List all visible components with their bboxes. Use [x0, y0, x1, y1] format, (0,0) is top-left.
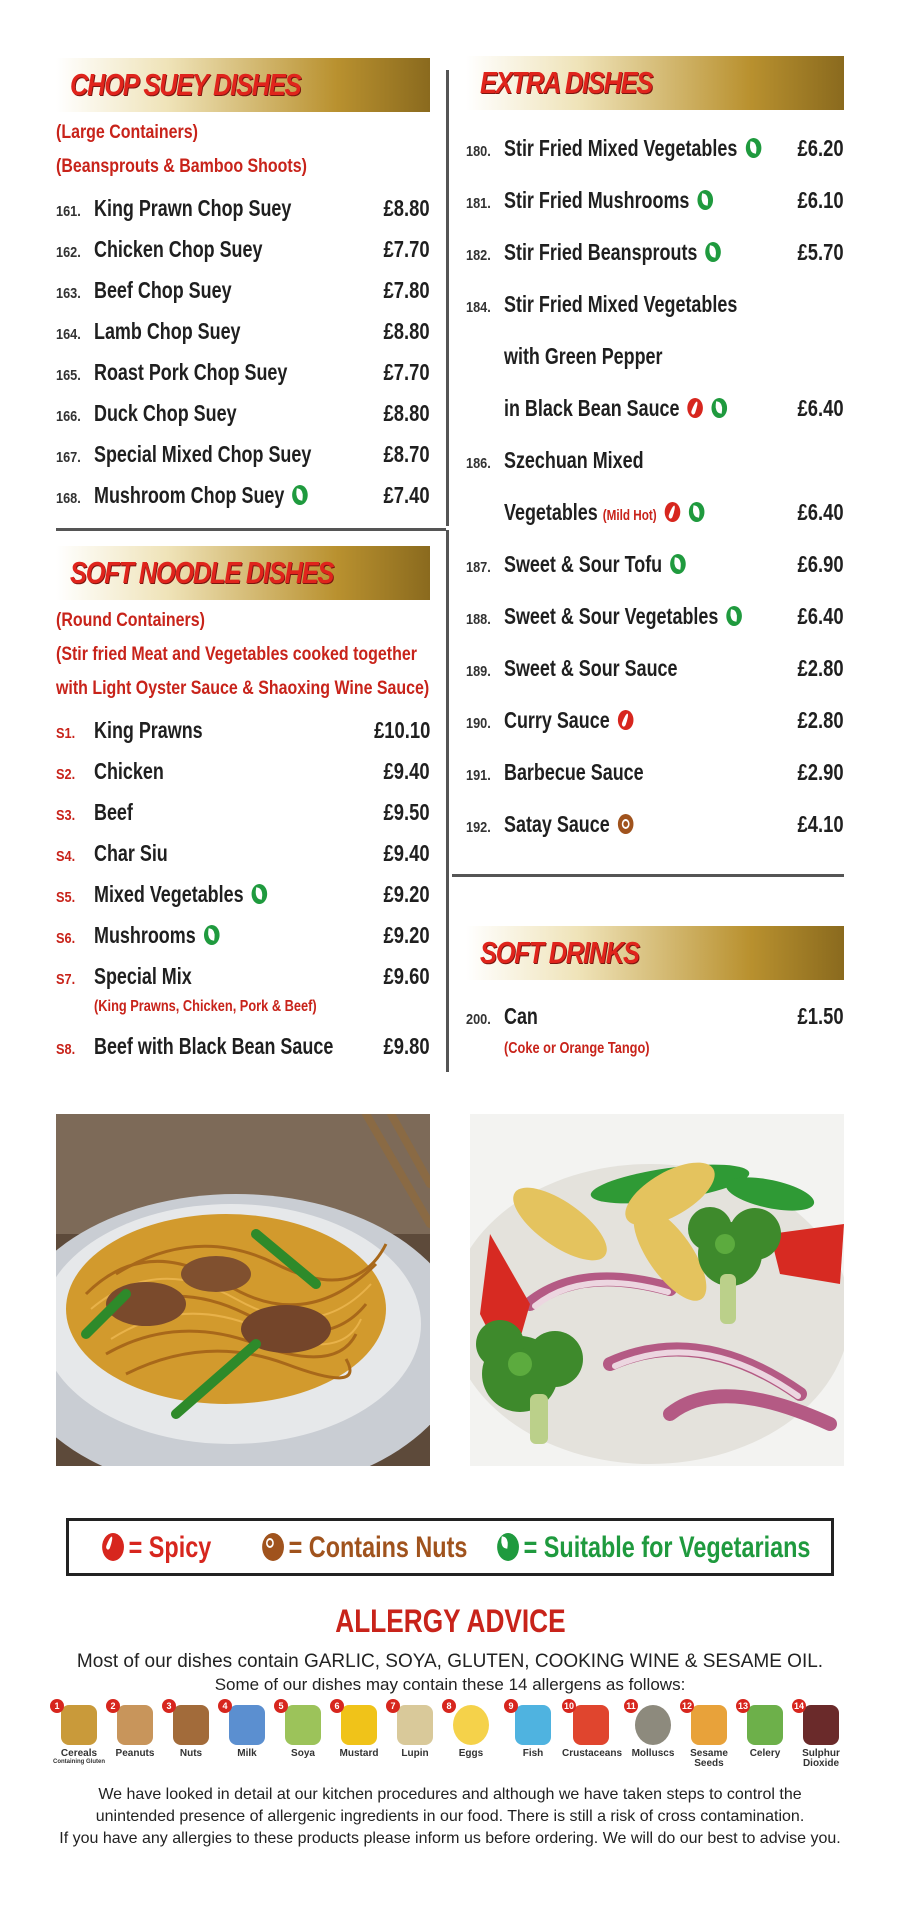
item-price: £6.90: [797, 551, 844, 577]
allergen-number: 12: [681, 1701, 692, 1711]
item-name-text: Mixed Vegetables: [94, 881, 244, 907]
item-number: 181.: [466, 195, 491, 212]
item-price: £2.90: [797, 759, 844, 785]
allergen-label: Celery: [749, 1748, 781, 1759]
allergen-number: 6: [330, 1699, 344, 1713]
allergen-molluscs: [624, 1701, 682, 1759]
allergen-number: 5: [274, 1699, 288, 1713]
allergy-line-2: Some of our dishes may contain these 14 allergens as follows:: [214, 1675, 686, 1694]
menu-item-continued: [466, 388, 844, 428]
allergen-number: 14: [793, 1701, 804, 1711]
item-price: £6.40: [797, 499, 844, 525]
item-name-text: Stir Fried Mushrooms: [504, 187, 690, 213]
item-name: [94, 881, 267, 908]
item-number: 168.: [56, 490, 81, 507]
menu-item: [56, 270, 430, 310]
divider: [446, 70, 449, 526]
menu-item: [56, 833, 430, 873]
item-price: £2.80: [797, 655, 844, 681]
vegetarian-icon: [497, 1533, 519, 1561]
allergen-label: Lupin: [401, 1748, 429, 1759]
vegetarian-icon: [252, 884, 268, 904]
allergen-crustaceans: [562, 1701, 623, 1759]
legend-vegetarian: [494, 1531, 810, 1565]
item-number: 180.: [466, 143, 491, 160]
item-name-text: Stir Fried Mixed Vegetables: [504, 135, 738, 161]
legend-spicy-label: = Spicy: [128, 1531, 212, 1564]
legend-vegetarian-label: = Suitable for Vegetarians: [523, 1531, 811, 1564]
legend-nuts: [259, 1531, 467, 1565]
menu-item: [56, 352, 430, 392]
item-name: [504, 551, 686, 578]
item-sub-description: (Coke or Orange Tango): [504, 1040, 650, 1057]
vegetarian-icon: [698, 190, 714, 210]
item-number: 200.: [466, 1011, 491, 1028]
item-name-line2: [504, 499, 704, 526]
item-number: 164.: [56, 326, 81, 343]
item-name: [504, 239, 721, 266]
chop-suey-note-ingredients: (Beansprouts & Bamboo Shoots): [56, 156, 307, 177]
menu-item: [56, 188, 430, 228]
item-price: £7.80: [383, 277, 430, 303]
nuts-icon: [262, 1533, 284, 1561]
menu-item: [466, 232, 844, 272]
menu-item: [56, 229, 430, 269]
soft-drinks-banner: [466, 926, 844, 980]
item-name-line2: with Green Pepper: [504, 343, 663, 369]
item-name: [94, 482, 308, 509]
menu-item: [466, 284, 844, 324]
allergy-footer-1: We have looked in detail at our kitchen procedures and although we have taken steps to control the: [98, 1786, 802, 1803]
item-number: 161.: [56, 203, 81, 220]
crab-icon: [573, 1705, 609, 1745]
chop-suey-banner: [56, 58, 430, 112]
menu-item: [56, 874, 430, 914]
dietary-legend: [66, 1518, 834, 1576]
item-price: £6.40: [797, 395, 844, 421]
menu-item-continued: [466, 492, 844, 532]
item-name: [504, 187, 713, 214]
vegetarian-icon: [745, 138, 761, 158]
menu-item: [466, 804, 844, 844]
menu-item: [56, 710, 430, 750]
item-name-text: in Black Bean Sauce: [504, 395, 680, 421]
allergen-nuts: [162, 1701, 220, 1759]
allergen-label: Soya: [291, 1748, 315, 1759]
allergen-number: 13: [737, 1701, 748, 1711]
menu-item: [466, 596, 844, 636]
soft-noodle-banner: [56, 546, 430, 600]
item-price: £7.70: [383, 359, 430, 385]
allergen-milk: [218, 1701, 276, 1759]
item-number: S7.: [56, 971, 76, 988]
allergen-label: Sesame Seeds: [690, 1748, 728, 1769]
item-name: Roast Pork Chop Suey: [94, 359, 288, 385]
menu-item: [56, 792, 430, 832]
item-name-text: Sweet & Sour Tofu: [504, 551, 663, 577]
vegetarian-icon: [204, 925, 220, 945]
menu-item: [56, 1026, 430, 1066]
menu-item: [56, 751, 430, 791]
item-price: £2.80: [797, 707, 844, 733]
item-name: Beef with Black Bean Sauce: [94, 1033, 334, 1059]
vegetables-illustration: [470, 1114, 844, 1466]
item-price: £9.20: [383, 881, 430, 907]
menu-item: [466, 180, 844, 220]
spicy-icon: [102, 1533, 124, 1561]
vegetarian-icon: [726, 606, 742, 626]
item-name: Can: [504, 1003, 538, 1029]
sesame-icon: [691, 1705, 727, 1745]
item-name: Stir Fried Mixed Vegetables: [504, 291, 738, 317]
item-number: 167.: [56, 449, 81, 466]
item-name: [94, 922, 219, 949]
item-name-text: Curry Sauce: [504, 707, 610, 733]
wine-bottle-icon: [803, 1705, 839, 1745]
allergen-number: 9: [504, 1699, 518, 1713]
chop-suey-title: CHOP SUEY DISHES: [70, 67, 301, 102]
nuts-icon: [618, 814, 634, 834]
item-name: Duck Chop Suey: [94, 400, 237, 426]
item-number: 187.: [466, 559, 491, 576]
allergen-soya: [274, 1701, 332, 1759]
item-number: 165.: [56, 367, 81, 384]
lupin-icon: [397, 1705, 433, 1745]
soft-noodle-title: SOFT NOODLE DISHES: [70, 555, 334, 590]
spicy-icon: [618, 710, 634, 730]
legend-nuts-label: = Contains Nuts: [288, 1531, 468, 1564]
item-name: Szechuan Mixed: [504, 447, 644, 473]
allergy-advice-title: [0, 1603, 900, 1640]
divider: [446, 530, 449, 1072]
menu-item: [466, 752, 844, 792]
allergen-label: Eggs: [458, 1748, 484, 1759]
allergen-number: 8: [442, 1699, 456, 1713]
allergen-cereals: [50, 1701, 108, 1766]
item-price: £6.40: [797, 603, 844, 629]
item-price: £6.10: [797, 187, 844, 213]
spicy-icon: [665, 502, 681, 522]
item-name: [504, 603, 742, 630]
allergen-label: Peanuts: [115, 1748, 155, 1759]
allergen-number: 3: [162, 1699, 176, 1713]
item-name: Special Mixed Chop Suey: [94, 441, 312, 467]
menu-item: [56, 393, 430, 433]
allergen-eggs: [442, 1701, 500, 1759]
item-name: King Prawn Chop Suey: [94, 195, 292, 221]
item-price: £1.50: [797, 1003, 844, 1029]
item-name-text: Vegetables: [504, 499, 598, 525]
allergen-label: Nuts: [179, 1748, 203, 1759]
extra-dishes-banner: [466, 56, 844, 110]
item-name: Chicken: [94, 758, 164, 784]
allergen-fish: [504, 1701, 562, 1759]
item-heat-note: (Mild Hot): [602, 507, 657, 524]
allergen-label: Cereals: [60, 1748, 98, 1759]
item-number: S8.: [56, 1041, 76, 1058]
allergen-label: Molluscs: [631, 1748, 675, 1759]
item-name: King Prawns: [94, 717, 203, 743]
item-name: [504, 707, 633, 734]
allergen-label-detail: Containing Gluten: [53, 1759, 105, 1765]
allergen-sulphur-dioxide: [792, 1701, 850, 1769]
item-number: 186.: [466, 455, 491, 472]
item-number: 182.: [466, 247, 491, 264]
item-price: £8.70: [383, 441, 430, 467]
menu-item: [56, 434, 430, 474]
divider: [452, 874, 844, 877]
soft-noodle-note-description: (Stir fried Meat and Vegetables cooked together: [56, 644, 417, 665]
allergen-number: 7: [386, 1699, 400, 1713]
mixed-vegetables-photo: [470, 1114, 844, 1466]
item-number: 191.: [466, 767, 491, 784]
item-name: Barbecue Sauce: [504, 759, 644, 785]
vegetarian-icon: [711, 398, 727, 418]
item-price: £8.80: [383, 195, 430, 221]
soft-drinks-title: SOFT DRINKS: [480, 935, 639, 970]
allergen-label: Sulphur Dioxide: [802, 1748, 840, 1769]
fish-icon: [515, 1705, 551, 1745]
allergen-celery: [736, 1701, 794, 1759]
item-number: 184.: [466, 299, 491, 316]
item-price: £8.80: [383, 318, 430, 344]
item-name: Beef: [94, 799, 133, 825]
allergy-line-1: Most of our dishes contain GARLIC, SOYA, GLUTEN, COOKING WINE & SESAME OIL.: [76, 1651, 824, 1672]
item-number: S6.: [56, 930, 76, 947]
soya-icon: [285, 1705, 321, 1745]
item-price: £9.20: [383, 922, 430, 948]
item-name: Char Siu: [94, 840, 168, 866]
allergen-label: Fish: [522, 1748, 544, 1759]
shell-icon: [635, 1705, 671, 1745]
item-price: £9.50: [383, 799, 430, 825]
item-number: 192.: [466, 819, 491, 836]
menu-item-continued: [466, 336, 844, 376]
item-price: £4.10: [797, 811, 844, 837]
allergen-number: 10: [563, 1701, 574, 1711]
item-price: £8.80: [383, 400, 430, 426]
vegetarian-icon: [688, 502, 704, 522]
item-name: Lamb Chop Suey: [94, 318, 241, 344]
noodle-dish-illustration: [56, 1114, 430, 1466]
item-name-text: Satay Sauce: [504, 811, 610, 837]
menu-item: [466, 544, 844, 584]
item-price: £9.40: [383, 840, 430, 866]
item-price: £7.70: [383, 236, 430, 262]
item-number: 188.: [466, 611, 491, 628]
item-price: £9.60: [383, 963, 430, 989]
item-number: 162.: [56, 244, 81, 261]
item-number: S1.: [56, 725, 76, 742]
item-price: £6.20: [797, 135, 844, 161]
menu-item: [466, 440, 844, 480]
item-name: Beef Chop Suey: [94, 277, 232, 303]
item-number: S3.: [56, 807, 76, 824]
nut-icon: [173, 1705, 209, 1745]
item-name: Chicken Chop Suey: [94, 236, 263, 262]
spicy-icon: [688, 398, 704, 418]
menu-item: [466, 648, 844, 688]
allergen-number: 11: [624, 1699, 638, 1713]
legend-spicy: [99, 1531, 211, 1565]
celery-icon: [747, 1705, 783, 1745]
item-price: £10.10: [373, 717, 430, 743]
peanut-icon: [117, 1705, 153, 1745]
allergen-label: Milk: [237, 1748, 257, 1759]
noodle-dish-photo: [56, 1114, 430, 1466]
item-price: £9.40: [383, 758, 430, 784]
divider: [56, 528, 446, 531]
menu-item: [466, 700, 844, 740]
item-number: 163.: [56, 285, 81, 302]
allergen-label: Mustard: [339, 1748, 379, 1759]
allergen-number: 4: [218, 1699, 232, 1713]
wheat-icon: [61, 1705, 97, 1745]
item-name-text: Mushrooms: [94, 922, 196, 948]
item-number: 190.: [466, 715, 491, 732]
allergen-number: 1: [50, 1699, 64, 1713]
item-number: 189.: [466, 663, 491, 680]
item-number: 166.: [56, 408, 81, 425]
milk-icon: [229, 1705, 265, 1745]
soft-noodle-note-containers: (Round Containers): [56, 610, 205, 631]
allergy-advice-title-text: ALLERGY ADVICE: [334, 1603, 566, 1639]
vegetarian-icon: [292, 485, 308, 505]
item-name: [504, 811, 633, 838]
item-name-text: Mushroom Chop Suey: [94, 482, 285, 508]
allergen-peanuts: [106, 1701, 164, 1759]
item-sub-description: (King Prawns, Chicken, Pork & Beef): [94, 998, 317, 1015]
item-number: S5.: [56, 889, 76, 906]
allergen-lupin: [386, 1701, 444, 1759]
allergy-footer-3: If you have any allergies to these products please inform us before ordering. We will do our best to advise you.: [59, 1830, 841, 1847]
allergen-sesame: [680, 1701, 738, 1769]
item-name: Sweet & Sour Sauce: [504, 655, 678, 681]
item-number: S4.: [56, 848, 76, 865]
menu-item: [56, 956, 430, 996]
vegetarian-icon: [670, 554, 686, 574]
item-price: £7.40: [383, 482, 430, 508]
extra-dishes-title: EXTRA DISHES: [480, 65, 653, 100]
allergen-mustard: [330, 1701, 388, 1759]
menu-item: [56, 915, 430, 955]
item-name-line3: [504, 395, 727, 422]
vegetarian-icon: [705, 242, 721, 262]
item-price: £5.70: [797, 239, 844, 265]
item-name-text: Stir Fried Beansprouts: [504, 239, 698, 265]
egg-icon: [453, 1705, 489, 1745]
item-name: [504, 135, 761, 162]
allergen-label: Crustaceans: [562, 1748, 623, 1759]
allergen-number: 2: [106, 1699, 120, 1713]
chop-suey-note-containers: (Large Containers): [56, 122, 198, 143]
item-name: Special Mix: [94, 963, 192, 989]
menu-item: [56, 475, 430, 515]
item-number: S2.: [56, 766, 76, 783]
soft-noodle-note-description-cont: with Light Oyster Sauce & Shaoxing Wine Sauce): [56, 678, 430, 699]
menu-item: [466, 996, 844, 1036]
menu-item: [56, 311, 430, 351]
item-name-text: Sweet & Sour Vegetables: [504, 603, 719, 629]
item-price: £9.80: [383, 1033, 430, 1059]
mustard-icon: [341, 1705, 377, 1745]
allergy-footer-2: unintended presence of allergenic ingredients in our food. There is still a risk of cross contamination.: [95, 1808, 805, 1825]
menu-item: [466, 128, 844, 168]
